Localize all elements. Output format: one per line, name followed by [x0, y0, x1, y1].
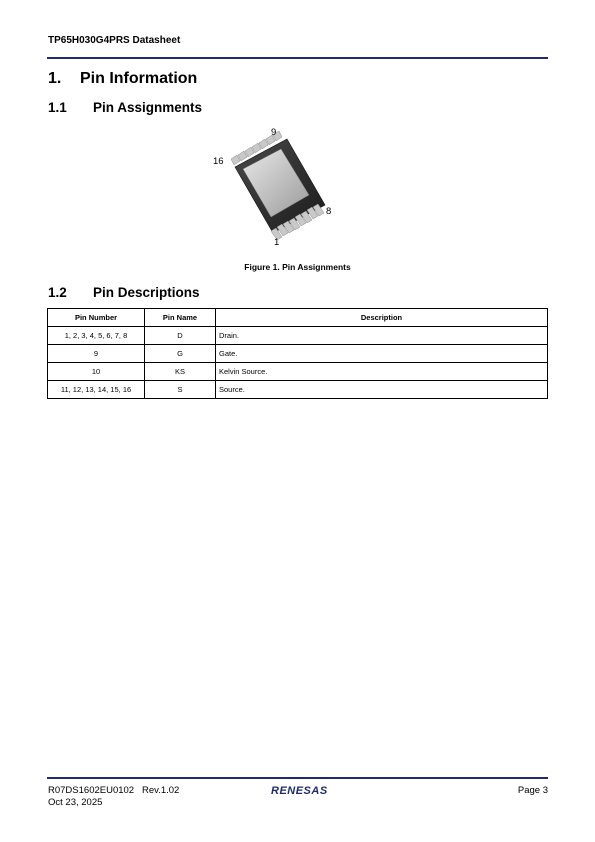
svg-text:RENESAS: RENESAS	[271, 785, 328, 797]
subsection-number: 1.1	[48, 100, 67, 115]
pin-label-16: 16	[213, 156, 224, 167]
pin-name-cell: D	[145, 327, 216, 345]
subsection-heading-pin-descriptions	[48, 285, 200, 300]
column-header-pin-number: Pin Number	[48, 309, 145, 327]
section-title: Pin Information	[80, 70, 198, 87]
package-figure	[205, 125, 340, 250]
pin-description-table	[47, 308, 548, 399]
renesas-logo-mark	[270, 783, 342, 797]
pin-label-9: 9	[271, 127, 277, 138]
pin-number-cell: 9	[48, 345, 145, 363]
pin-label-8: 8	[326, 206, 332, 217]
figure-caption: Figure 1. Pin Assignments	[244, 262, 351, 272]
table-row	[48, 327, 548, 345]
package-image	[205, 125, 340, 250]
pin-number-cell: 10	[48, 363, 145, 381]
footer-rule	[47, 777, 548, 779]
subsection-number: 1.2	[48, 285, 67, 300]
revision: Rev.1.02	[142, 785, 180, 796]
subsection-title: Pin Descriptions	[93, 285, 200, 300]
pin-name-cell: S	[145, 381, 216, 399]
document-title: TP65H030G4PRS Datasheet	[48, 35, 181, 46]
table-row	[48, 363, 548, 381]
table-row	[48, 345, 548, 363]
document-id: R07DS1602EU0102	[48, 785, 135, 796]
document-date: Oct 23, 2025	[48, 797, 103, 808]
header-rule	[47, 57, 548, 59]
description-cell: Gate.	[216, 345, 548, 363]
pin-label-1: 1	[274, 237, 280, 248]
page-number: Page 3	[517, 785, 548, 796]
renesas-logo	[270, 783, 342, 802]
table-row	[48, 381, 548, 399]
column-header-pin-name: Pin Name	[145, 309, 216, 327]
pin-number-cell: 11, 12, 13, 14, 15, 16	[48, 381, 145, 399]
column-header-description: Description	[216, 309, 548, 327]
subsection-heading-pin-assignments	[48, 100, 202, 115]
description-cell: Drain.	[216, 327, 548, 345]
description-cell: Source.	[216, 381, 548, 399]
pin-number-cell: 1, 2, 3, 4, 5, 6, 7, 8	[48, 327, 145, 345]
section-number: 1.	[48, 70, 62, 87]
pin-name-cell: G	[145, 345, 216, 363]
subsection-title: Pin Assignments	[93, 100, 203, 115]
section-heading-pin-information	[48, 70, 197, 88]
table-header-row	[48, 309, 548, 327]
footer-document-info	[48, 785, 179, 809]
pin-name-cell: KS	[145, 363, 216, 381]
description-cell: Kelvin Source.	[216, 363, 548, 381]
